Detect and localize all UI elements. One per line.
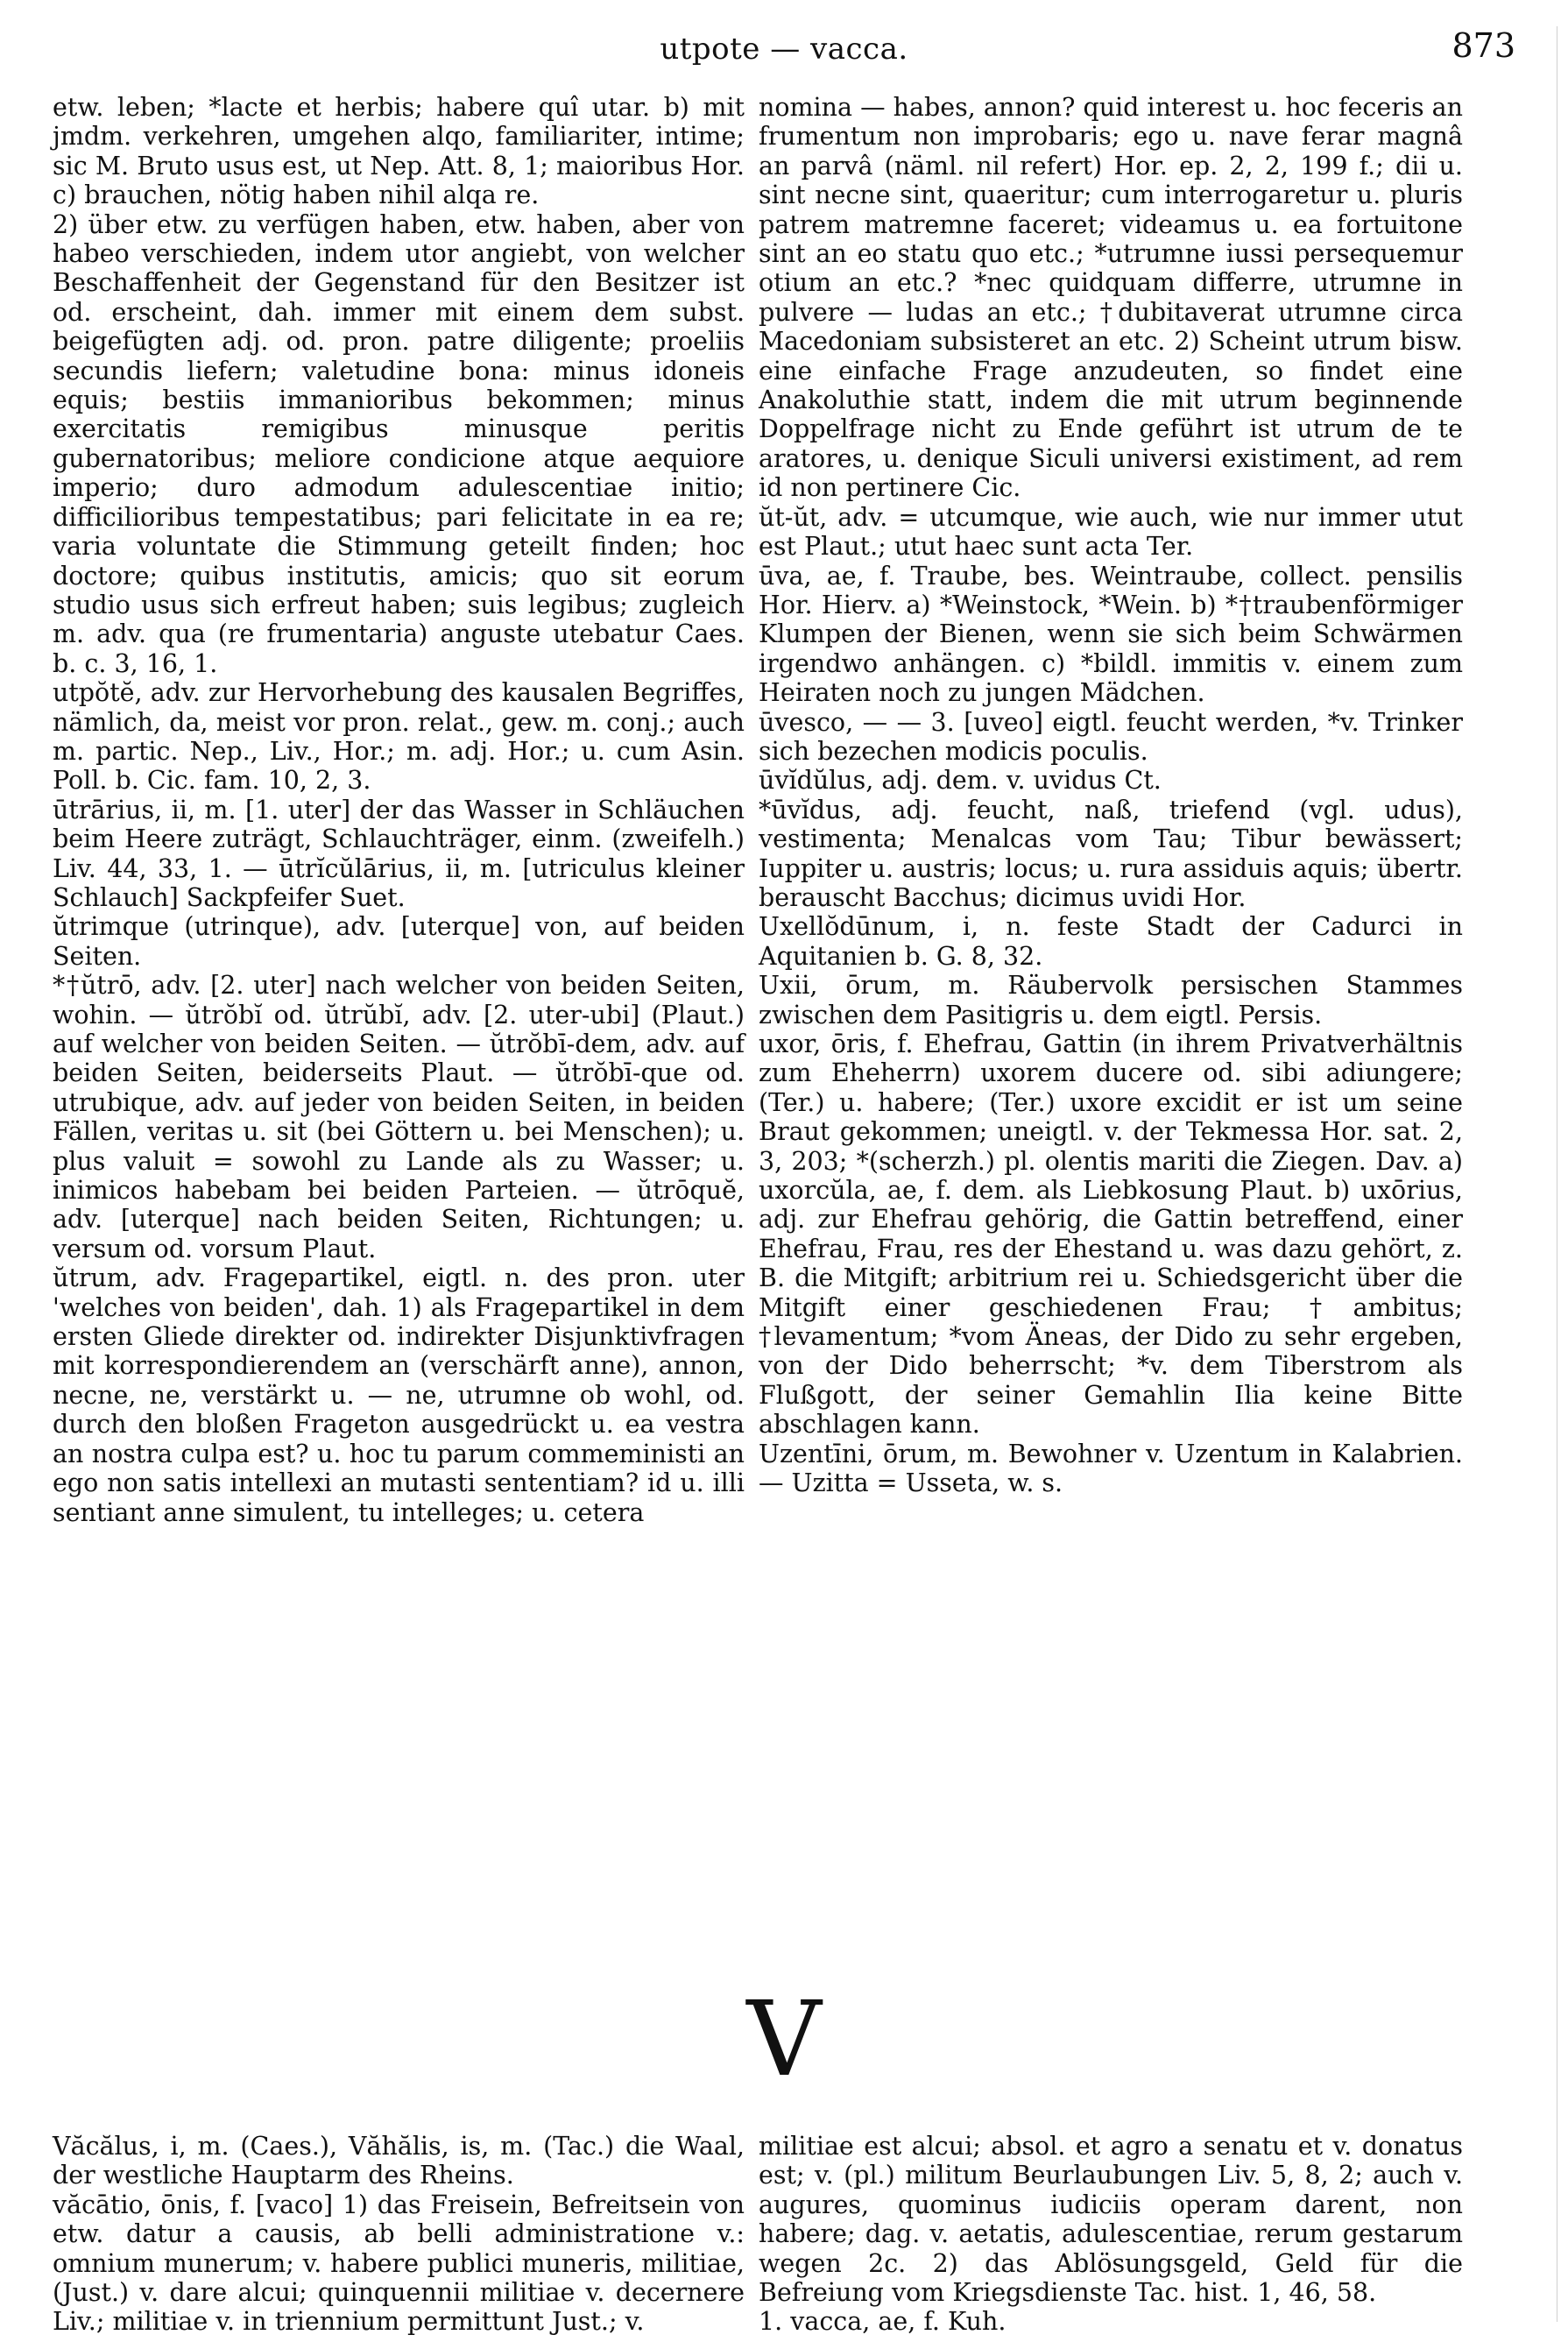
entry-vacalus: Văcălus, i, m. (Caes.), Văhălis, is, m. (Tac.) die Waal, der westliche Hauptarm des Rheins. — [53, 2132, 745, 2190]
entry-utpote: utpŏtĕ, adv. zur Hervorhebung des kausalen Begriffes, nämlich, da, meist vor pron. relat., gew. m. conj.; auch m. partic. Nep., Liv., Hor.; m. adj. Hor.; u. cum Asin. Poll. b. Cic. fam. 10, 2, 3. — [53, 678, 745, 796]
running-header — [0, 26, 1568, 70]
entry-utor-continued: etw. leben; *lacte et herbis; habere quî utar. b) mit jmdm. verkehren, umgehen alqo, familiariter, intime; sic M. Bruto usus est, ut Nep. Att. 8, 1; maioribus Hor. c) brauchen, nötig haben nihil alqa re. — [53, 93, 745, 210]
entry-uvesco: ūvesco, — — 3. [uveo] eigtl. feucht werden, *v. Trinker sich bezechen modicis poculis. — [759, 707, 1463, 766]
entry-uvidulus: ūvĭdŭlus, adj. dem. v. uvidus Ct. — [759, 766, 1162, 796]
entry-uva: ūva, ae, f. Traube, bes. Weintraube, collect. pensilis Hor. Hierv. a) *Weinstock, *Wein. b) *†traubenförmiger Klumpen der Bienen, wenn sie sich beim Schwärmen irgendwo anhängen. c) *bildl. immitis v. einem zum Heiraten noch zu jungen Mädchen. — [759, 561, 1463, 708]
column-right-bottom — [759, 2132, 1463, 2337]
entry-uvidus: *ūvĭdus, adj. feucht, naß, triefend (vgl. udus), vestimenta; Menalcas vom Tau; Tibur bewässert; Iuppiter u. austris; locus; u. rura assiduis aquis; übertr. berauscht Bacchus; dicimus uvidi Hor. — [759, 795, 1463, 912]
entry-utrimque: ŭtrimque (utrinque), adv. [uterque] von, auf beiden Seiten. — [53, 912, 745, 971]
entry-utrum: ŭtrum, adv. Fragepartikel, eigtl. n. des pron. uter 'welches von beiden', dah. 1) als Fragepartikel in dem ersten Gliede direkter od. indirekter Disjunktivfragen mit korrespondierendem an (verschärft anne), annon, necne, ne, verstärkt u. — ne, utrumne ob wohl, od. durch den bloßen Frageton ausgedrückt u. ea vestra an nostra culpa est? u. hoc tu parum commeministi an ego non satis intellexi an mutasti sententiam? id u. illi sentiant anne simulent, tu intelleges; u. cetera — [53, 1263, 745, 1527]
entry-uzentini: Uzentīni, ōrum, m. Bewohner v. Uzentum in Kalabrien. — Uzitta = Usseta, w. s. — [759, 1439, 1463, 1498]
entry-vacatio: văcātio, ōnis, f. [vaco] 1) das Freisein, Befreitsein von etw. datur a causis, ab belli administratione v.: omnium munerum; v. habere publici muneris, militiae, (Just.) v. dare alcui; quinquennii militiae v. decernere Liv.; militiae v. in triennium permittunt Just.; v. — [53, 2190, 745, 2337]
entry-vacatio-continued: militiae est alcui; absol. et agro a senatu et v. donatus est; v. (pl.) militum Beurlaubungen Liv. 5, 8, 2; auch v. augures, quominus iudiciis operam darent, non habere; dag. v. aetatis, adulescentiae, rerum gestarum wegen 2c. 2) das Ablösungsgeld, Geld für die Befreiung vom Kriegsdienste Tac. hist. 1, 46, 58. — [759, 2132, 1463, 2308]
entry-uxii: Uxii, ōrum, m. Räubervolk persischen Stammes zwischen dem Pasitigris u. dem eigtl. Persis. — [759, 971, 1463, 1029]
entry-utrarius: ūtrārius, ii, m. [1. uter] der das Wasser in Schläuchen beim Heere zuträgt, Schlauchträger, einm. (zweifelh.) Liv. 44, 33, 1. — ūtrĭcŭlārius, ii, m. [utriculus kleiner Schlauch] Sackpfeifer Suet. — [53, 795, 745, 912]
column-left-bottom — [53, 2132, 745, 2337]
column-left-top — [53, 93, 745, 1527]
header-title: utpote — vacca. — [660, 32, 908, 67]
entry-utor-sense-2: 2) über etw. zu verfügen haben, etw. haben, aber von habeo verschieden, indem utor angiebt, von welcher Beschaffenheit der Gegenstand für den Besitzer ist od. erscheint, dah. immer mit einem dem subst. beigefügten adj. od. pron. patre diligente; proeliis secundis liefern; valetudine bona: minus idoneis equis; bestiis immanioribus bekommen; minus exercitatis remigibus minusque peritis gubernatoribus; meliore condicione atque aequiore imperio; duro admodum adulescentiae initio; difficilioribus tempestatibus; pari felicitate in ea re; varia voluntate die Stimmung geteilt finden; hoc doctore; quibus institutis, amicis; quo sit eorum studio usus sich erfreut haben; suis legibus; zugleich m. adv. qua (re frumentaria) anguste utebatur Caes. b. c. 3, 16, 1. — [53, 209, 745, 678]
entry-utro: *†ŭtrō, adv. [2. uter] nach welcher von beiden Seiten, wohin. — ŭtrŏbĭ od. ŭtrŭbĭ, adv. [2. uter-ubi] (Plaut.) auf welcher von beiden Seiten. — ŭtrŏbī-dem, adv. auf beiden Seiten, beiderseits Plaut. — ŭtrŏbī-que od. utrubique, adv. auf jeder von beiden Seiten, in beiden Fällen, veritas u. sit (bei Göttern u. bei Menschen); u. plus valuit = sowohl zu Lande als zu Wasser; u. inimicos habebam bei beiden Parteien. — ŭtrōquĕ, adv. [uterque] nach beiden Seiten, Richtungen; u. versum od. vorsum Plaut. — [53, 971, 745, 1263]
entry-uxellodunum: Uxellŏdūnum, i, n. feste Stadt der Cadurci in Aquitanien b. G. 8, 32. — [759, 912, 1463, 971]
section-letter: V — [746, 1978, 822, 2099]
entry-vacca: 1. vacca, ae, f. Kuh. — [759, 2307, 1006, 2337]
entry-uxor: uxor, ōris, f. Ehefrau, Gattin (in ihrem Privatverhältnis zum Eheherrn) uxorem ducere od. sibi adiungere; (Ter.) u. habere; (Ter.) uxore excidit er ist um seine Braut gekommen; uneigtl. v. der Tekmessa Hor. sat. 2, 3, 203; *(scherzh.) pl. olentis mariti die Ziegen. Dav. a) uxorcŭla, ae, f. dem. als Liebkosung Plaut. b) uxōrius, adj. zur Ehefrau gehörig, die Gattin betreffend, einer Ehefrau, Frau, res der Ehestand u. was dazu gehört, z. B. die Mitgift; arbitrium rei u. Schiedsgericht über die Mitgift einer geschiedenen Frau; †ambitus; †levamentum; *vom Äneas, der Dido zu sehr ergeben, von der Dido beherrscht; *v. dem Tiberstrom als Flußgott, der seiner Gemahlin Ilia keine Bitte abschlagen kann. — [759, 1029, 1463, 1440]
entry-utrum-continued: nomina — habes, annon? quid interest u. hoc feceris an frumentum non improbaris; ego u. nave ferar magnâ an parvâ (näml. nil refert) Hor. ep. 2, 2, 199 f.; dii u. sint necne sint, quaeritur; cum interrogaretur u. pluris patrem matremne faceret; videamus u. ea fortuitone sint an eo statu quo etc.; *utrumne iussi persequemur otium an etc.? *nec quidquam differre, utrumne in pulvere — ludas an etc.; †dubitaverat utrumne circa Macedoniam subsisteret an etc. 2) Scheint utrum bisw. eine einfache Frage anzudeuten, so findet eine Anakoluthie statt, indem die mit utrum beginnende Doppelfrage nicht zu Ende geführt ist utrum de te aratores, u. denique Siculi universi existiment, ad rem id non pertinere Cic. — [759, 93, 1463, 503]
column-right-top — [759, 93, 1463, 1498]
page-number: 873 — [1451, 26, 1515, 65]
entry-ut-ut: ŭt-ŭt, adv. = utcumque, wie auch, wie nur immer utut est Plaut.; utut haec sunt acta Ter. — [759, 502, 1463, 562]
